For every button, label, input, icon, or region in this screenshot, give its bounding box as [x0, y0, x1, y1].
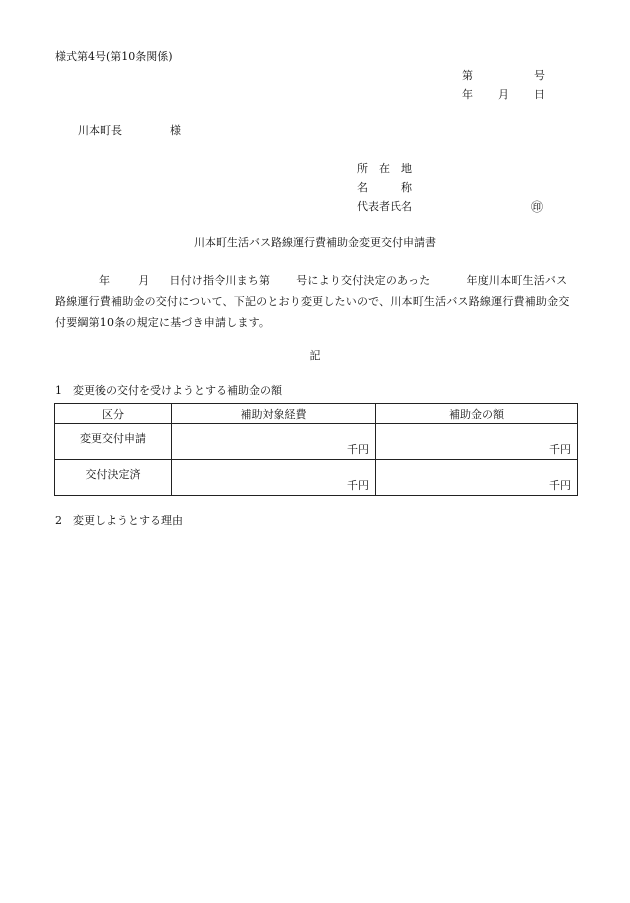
addressee-name: 川本町長 [78, 124, 122, 137]
doc-number-prefix: 第 [462, 69, 473, 82]
document-title: 川本町生活バス路線運行費補助金変更交付申請書 [194, 236, 436, 249]
row-label-change-request: 変更交付申請 [55, 424, 172, 460]
cell-eligible-cost[interactable] [172, 424, 376, 460]
body-number-ref: 号により交付決定のあった [296, 274, 431, 287]
representative-label: 代表者氏名 [357, 200, 412, 213]
section2-heading: 2 変更しようとする理由 [55, 514, 183, 527]
seal-mark: ㊞ [531, 200, 544, 214]
row-label-decided: 交付決定済 [55, 460, 172, 496]
date-year: 年 [462, 88, 473, 101]
name-label: 名 称 [357, 181, 412, 194]
cell-subsidy-amount[interactable] [376, 460, 578, 496]
header-eligible-cost: 補助対象経費 [172, 404, 376, 424]
cell-eligible-cost[interactable] [172, 460, 376, 496]
unit-label: 千円 [347, 479, 369, 492]
body-year: 年 [99, 274, 111, 287]
form-number: 様式第4号(第10条関係) [55, 50, 173, 63]
header-subsidy-amount: 補助金の額 [376, 404, 578, 424]
body-date-ref: 日付け指令川まち第 [169, 274, 271, 287]
header-category: 区分 [55, 404, 172, 424]
address-label: 所 在 地 [357, 162, 412, 175]
date-day: 日 [534, 88, 545, 101]
doc-number-suffix: 号 [534, 69, 545, 82]
addressee-honorific: 様 [170, 124, 181, 137]
date-month: 月 [498, 88, 509, 101]
unit-label: 千円 [347, 443, 369, 456]
section1-heading: 1 変更後の交付を受けようとする補助金の額 [55, 384, 282, 397]
table-row [55, 424, 578, 460]
table-row [55, 460, 578, 496]
subsidy-amount-table [54, 403, 578, 496]
ki-mark: 記 [309, 349, 321, 362]
unit-label: 千円 [549, 479, 571, 492]
body-paragraph [55, 270, 575, 333]
body-fiscal-text: 年度川本町生活バス路線運行費補助金の交付について、下記のとおり変更したいので、川本町生活バス路線運行費補助金交付要綱第10条の規定に基づき申請します。 [55, 274, 570, 329]
unit-label: 千円 [549, 443, 571, 456]
cell-subsidy-amount[interactable] [376, 424, 578, 460]
body-month: 月 [138, 274, 150, 287]
table-header-row [55, 404, 578, 424]
